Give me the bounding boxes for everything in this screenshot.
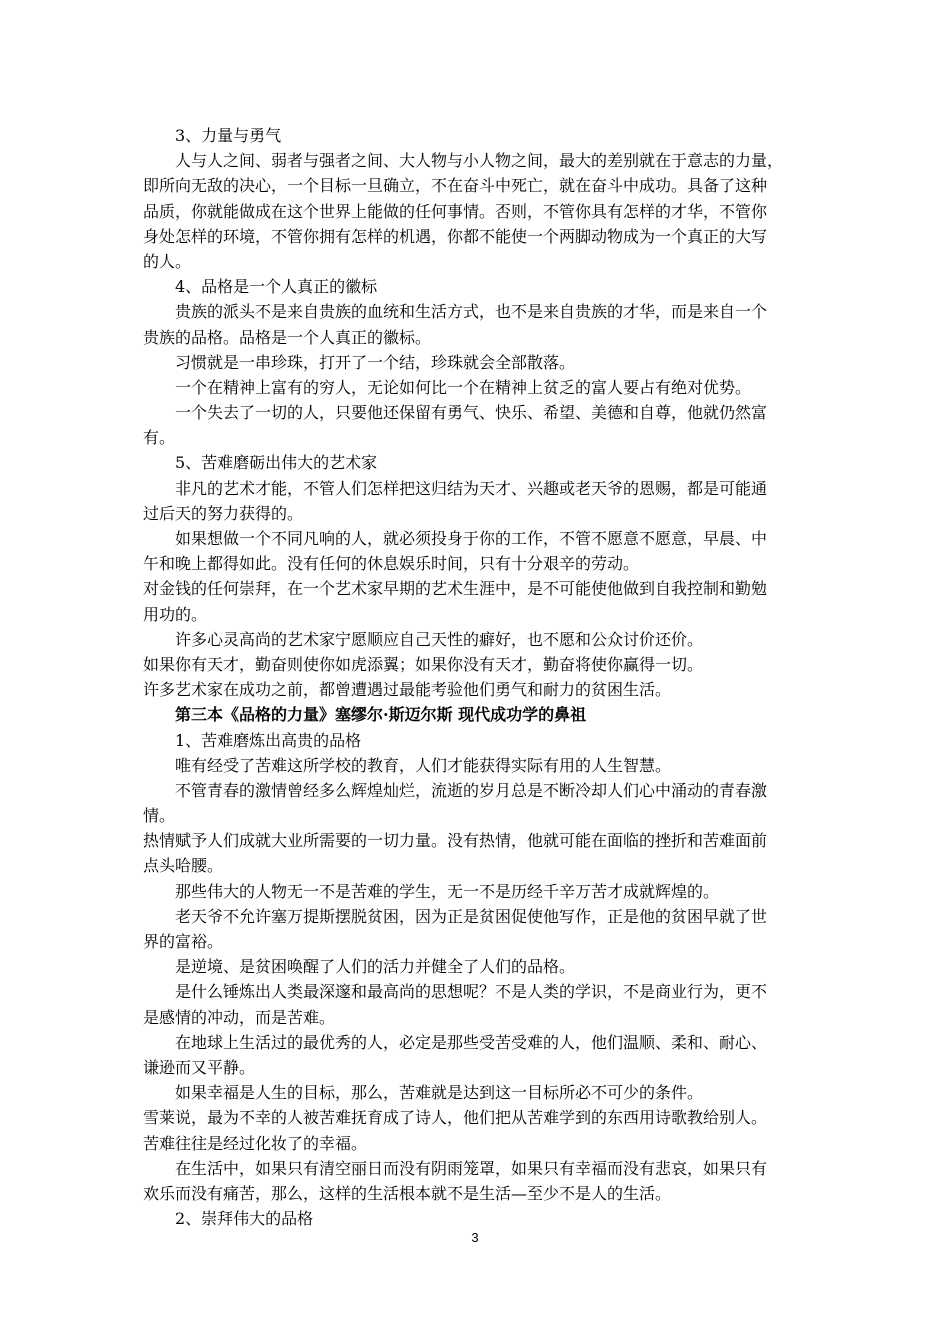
text-line: 老天爷不允许塞万提斯摆脱贫困，因为正是贫困促使他写作，正是他的贫困早就了世 <box>175 906 768 926</box>
text-line: 是感情的冲动，而是苦难。 <box>143 1007 336 1027</box>
text-line: 不管青春的激情曾经多么辉煌灿烂，流逝的岁月总是不断冷却人们心中涌动的青春激 <box>175 780 768 800</box>
text-line: 品质，你就能做成在这个世界上能做的任何事情。否则，不管你具有怎样的才华，不管你 <box>143 201 768 221</box>
text-line: 热情赋予人们成就大业所需要的一切力量。没有热情，他就可能在面临的挫折和苦难面前 <box>143 831 768 851</box>
text-line: 如果幸福是人生的目标，那么，苦难就是达到这一目标所必不可少的条件。 <box>175 1083 704 1103</box>
text-line: 贵族的派头不是来自贵族的血统和生活方式，也不是来自贵族的才华，而是来自一个 <box>175 302 768 322</box>
text-line: 身处怎样的环境，不管你拥有怎样的机遇，你都不能使一个两脚动物成为一个真正的大写 <box>143 226 768 246</box>
section-heading: 3、力量与勇气 <box>175 126 282 145</box>
text-line: 是逆境、是贫困唤醒了人们的活力并健全了人们的品格。 <box>175 957 576 977</box>
text-line: 界的富裕。 <box>143 932 224 951</box>
text-line: 过后天的努力获得的。 <box>143 503 304 523</box>
section-heading: 4、品格是一个人真正的徽标 <box>175 277 378 297</box>
text-line: 在生活中，如果只有清空丽日而没有阴雨笼罩，如果只有幸福而没有悲哀，如果只有 <box>175 1158 768 1178</box>
section-heading: 2、崇拜伟大的品格 <box>175 1209 314 1229</box>
text-line: 许多心灵高尚的艺术家宁愿顺应自己天性的癖好，也不愿和公众讨价还价。 <box>175 629 704 649</box>
text-line: 谦逊而又平静。 <box>143 1057 256 1077</box>
text-line: 的人。 <box>143 251 192 271</box>
text-line: 那些伟大的人物无一不是苦难的学生，无一不是历经千辛万苦才成就辉煌的。 <box>175 881 720 901</box>
text-line: 午和晚上都得如此。没有任何的休息娱乐时间，只有十分艰辛的劳动。 <box>143 554 640 574</box>
text-line: 一个失去了一切的人，只要他还保留有勇气、快乐、希望、美德和自尊，他就仍然富 <box>175 403 768 423</box>
text-line: 有。 <box>143 428 176 448</box>
text-line: 人与人之间、弱者与强者之间、大人物与小人物之间，最大的差别就在于意志的力量， <box>175 151 784 171</box>
text-line: 苦难往往是经过化妆了的幸福。 <box>143 1133 368 1153</box>
text-line: 即所向无敌的决心，一个目标一旦确立，不在奋斗中死亡，就在奋斗中成功。具备了这种 <box>143 176 768 196</box>
text-line: 如果你有天才，勤奋则使你如虎添翼；如果你没有天才，勤奋将使你赢得一切。 <box>143 654 704 674</box>
section-heading: 1、苦难磨炼出高贵的品格 <box>175 730 362 750</box>
text-line: 贵族的品格。品格是一个人真正的徽标。 <box>143 327 432 347</box>
section-heading: 5、苦难磨砺出伟大的艺术家 <box>175 453 378 473</box>
text-line: 用功的。 <box>143 604 208 624</box>
text-line: 点头哈腰。 <box>143 856 224 876</box>
text-line: 对金钱的任何崇拜，在一个艺术家早期的艺术生涯中，是不可能使他做到自我控制和勤勉 <box>143 579 768 599</box>
text-line: 欢乐而没有痛苦，那么，这样的生活根本就不是生活—至少不是人的生活。 <box>143 1183 672 1203</box>
text-line: 许多艺术家在成功之前，都曾遭遇过最能考验他们勇气和耐力的贫困生活。 <box>143 680 672 700</box>
text-line: 情。 <box>143 806 176 826</box>
text-line: 习惯就是一串珍珠，打开了一个结，珍珠就会全部散落。 <box>175 352 576 372</box>
text-line: 一个在精神上富有的穷人，无论如何比一个在精神上贫乏的富人要占有绝对优势。 <box>175 377 752 397</box>
text-line: 雪莱说，最为不幸的人被苦难抚育成了诗人，他们把从苦难学到的东西用诗歌教给别人。 <box>143 1108 768 1128</box>
text-line: 唯有经受了苦难这所学校的教育，人们才能获得实际有用的人生智慧。 <box>175 755 672 775</box>
book-title-heading: 第三本《品格的力量》塞缪尔·斯迈尔斯 现代成功学的鼻祖 <box>175 705 587 725</box>
page-number: 3 <box>471 1230 479 1245</box>
text-line: 在地球上生活过的最优秀的人，必定是那些受苦受难的人，他们温顺、柔和、耐心、 <box>175 1032 768 1052</box>
text-line: 是什么锤炼出人类最深邃和最高尚的思想呢？不是人类的学识，不是商业行为，更不 <box>175 982 768 1002</box>
text-line: 如果想做一个不同凡响的人，就必须投身于你的工作，不管不愿意不愿意，早晨、中 <box>175 529 768 548</box>
document-body <box>143 123 808 1231</box>
text-line: 非凡的艺术才能，不管人们怎样把这归结为天才、兴趣或老天爷的恩赐，都是可能通 <box>175 478 768 498</box>
